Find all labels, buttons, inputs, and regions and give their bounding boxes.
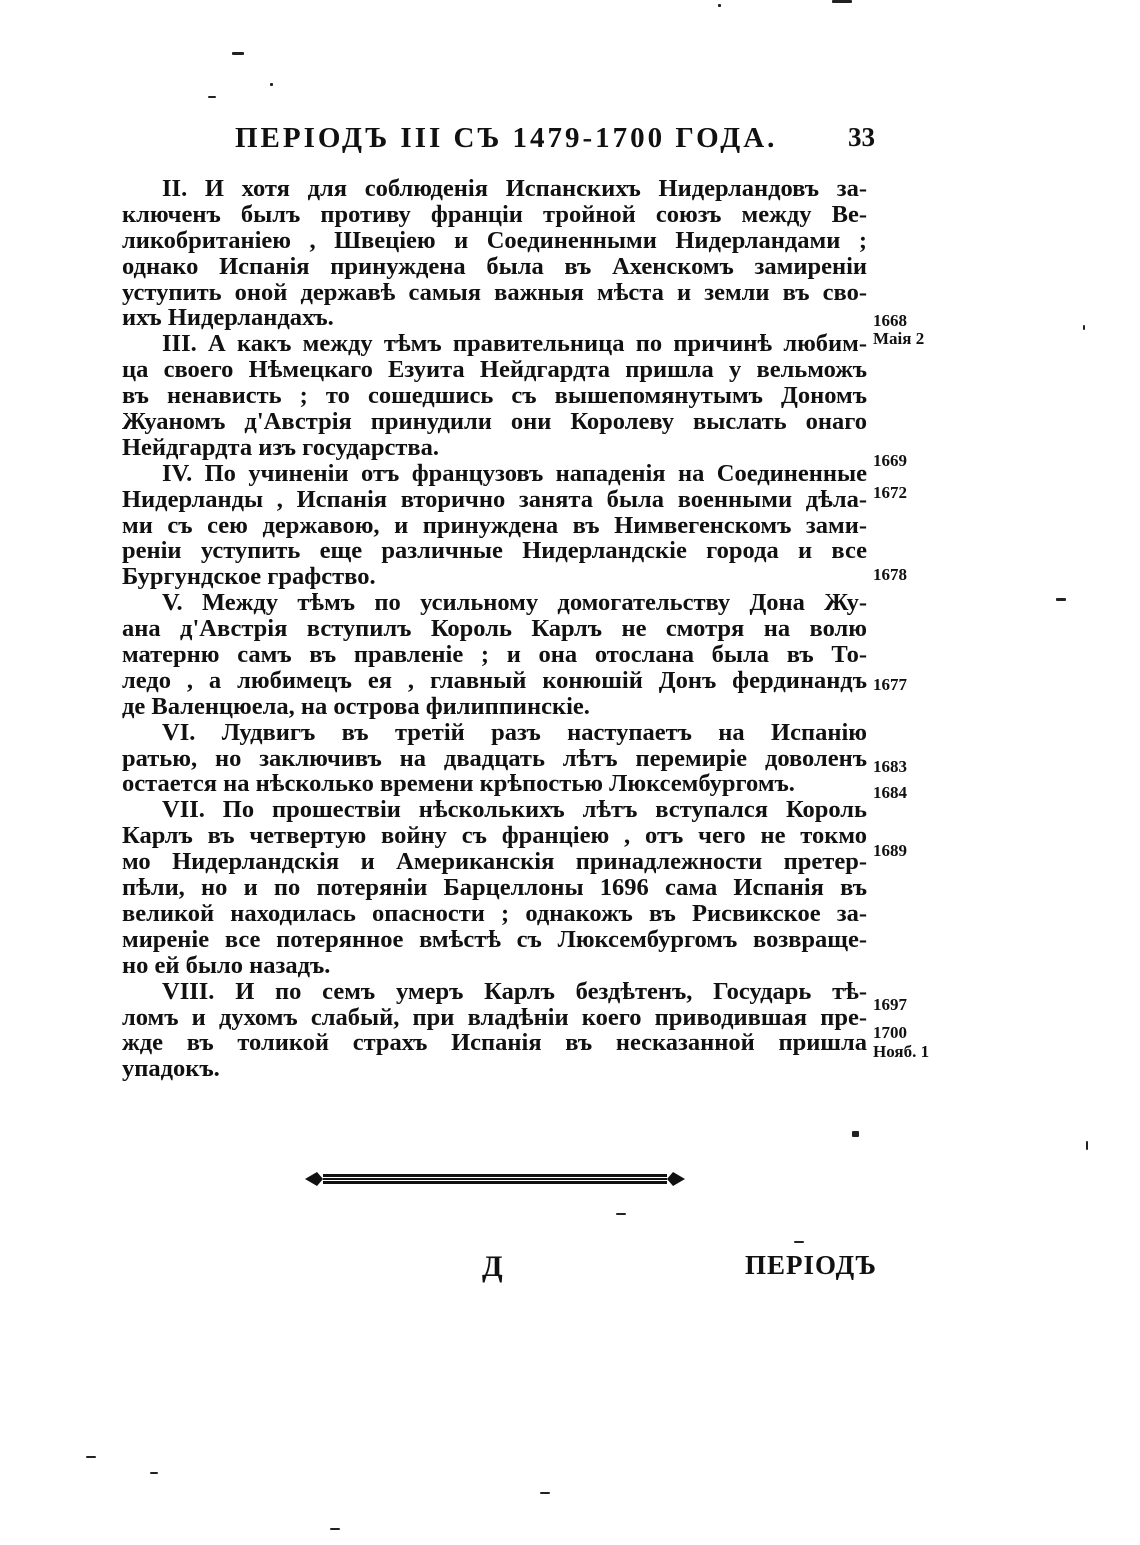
text-line: Жуаномъ д'Австрія принудили они Королеву выслать онаго bbox=[122, 408, 867, 436]
scan-speck bbox=[832, 0, 852, 3]
ornamental-rule bbox=[303, 1168, 687, 1190]
scan-speck bbox=[540, 1492, 550, 1494]
text-line: миреніе все потерянное вмѣстѣ съ Люксембургомъ возвраще- bbox=[122, 925, 867, 953]
text-line: жде въ толикой страхъ Испанія въ несказанной пришла bbox=[122, 1029, 867, 1057]
text-line: VIII. И по семъ умеръ Карлъ бездѣтенъ, Государь тѣ- bbox=[162, 977, 867, 1005]
text-line: остается на нѣсколько времени крѣпостью Люксембургомъ. bbox=[122, 770, 795, 798]
text-line: VI. Лудвигъ въ третій разъ наступаетъ на Испанію bbox=[162, 718, 867, 746]
paragraph-ii bbox=[122, 176, 867, 331]
text-line: ледо , а любимецъ ея , главный конюшій Донъ фердинандъ bbox=[122, 666, 867, 694]
margin-note-year: 1677 bbox=[873, 675, 907, 694]
running-head bbox=[235, 122, 875, 162]
text-line: Карлъ въ четвертую войну съ франціею , отъ чего не токмо bbox=[122, 822, 867, 850]
margin-note-year: 1689 bbox=[873, 841, 907, 860]
margin-note-year: 1700 bbox=[873, 1023, 907, 1042]
text-line: въ ненависть ; то сошедшись съ вышепомянутымъ Дономъ bbox=[122, 382, 867, 410]
margin-note-year: 1668 bbox=[873, 311, 907, 330]
text-line: однако Испанія принуждена была въ Ахенскомъ замиреніи bbox=[122, 252, 867, 280]
scan-speck bbox=[616, 1213, 626, 1215]
running-title: ПЕРІОДЪ III СЪ 1479-1700 ГОДА. bbox=[235, 122, 778, 154]
margin-note-year: 1697 bbox=[873, 995, 907, 1014]
text-line: реніи уступить еще различные Нидерландскіе города и все bbox=[122, 537, 867, 565]
text-line: ца своего Нѣмецкаго Езуита Нейдгардта пришла у вельможъ bbox=[122, 356, 867, 384]
text-line: Бургундское графство. bbox=[122, 563, 376, 591]
text-line: ликобританіею , Швеціею и Соединенными Нидерландами ; bbox=[122, 226, 867, 254]
text-line: Нейдгардта изъ государства. bbox=[122, 433, 439, 461]
paragraph-viii bbox=[122, 979, 867, 1083]
paragraph-iii bbox=[122, 331, 867, 460]
body-text bbox=[122, 176, 867, 1082]
scan-speck bbox=[718, 4, 721, 7]
scan-speck bbox=[232, 52, 244, 55]
scan-speck bbox=[852, 1131, 859, 1137]
text-line: де Валенцюела, на острова филиппинскіе. bbox=[122, 692, 590, 720]
text-line: ломъ и духомъ слабый, при владѣніи коего приводившая пре- bbox=[122, 1003, 867, 1031]
text-line: ратью, но заключивъ на двадцать лѣтъ перемиріе доволенъ bbox=[122, 744, 867, 772]
margin-note-date: Маія 2 bbox=[873, 329, 925, 348]
scan-speck bbox=[86, 1456, 96, 1458]
catchword: ПЕРІОДЪ bbox=[745, 1250, 877, 1280]
scan-speck bbox=[150, 1472, 158, 1474]
page-number: 33 bbox=[848, 122, 875, 152]
margin-note-date: Нояб. 1 bbox=[873, 1042, 930, 1061]
signature-mark: Д bbox=[482, 1250, 503, 1283]
scan-speck bbox=[208, 96, 216, 98]
paragraph-v bbox=[122, 590, 867, 719]
text-line: уступить оной державѣ самыя важныя мѣста и земли въ сво- bbox=[122, 278, 867, 306]
scan-speck bbox=[270, 83, 273, 86]
paragraph-vi bbox=[122, 720, 867, 798]
scan-speck bbox=[1056, 598, 1066, 601]
paragraph-iv bbox=[122, 461, 867, 590]
margin-note-year: 1669 bbox=[873, 451, 907, 470]
margin-note-year: 1678 bbox=[873, 565, 907, 584]
text-line: III. А какъ между тѣмъ правительница по причинѣ любим- bbox=[162, 330, 867, 358]
text-line: пѣли, но и по потеряніи Барцеллоны 1696 сама Испанія въ bbox=[122, 874, 867, 902]
paragraph-vii bbox=[122, 797, 867, 978]
text-line: но ей было назадъ. bbox=[122, 951, 331, 979]
margin-note-year: 1683 bbox=[873, 757, 907, 776]
text-line: упадокъ. bbox=[122, 1055, 220, 1083]
scan-speck bbox=[1083, 325, 1085, 330]
text-line: II. И хотя для соблюденія Испанскихъ Нидерландовъ за- bbox=[162, 175, 867, 202]
scan-speck bbox=[794, 1241, 804, 1243]
text-line: V. Между тѣмъ по усильному домогательству Дона Жу- bbox=[162, 589, 867, 617]
text-line: ми съ сею державою, и принуждена въ Нимвегенскомъ зами- bbox=[122, 511, 867, 539]
text-line: IV. По учиненіи отъ французовъ нападенія на Соединенные bbox=[162, 459, 867, 487]
text-line: матерню самъ въ правленіе ; и она отослана была въ То- bbox=[122, 641, 867, 669]
margin-note-year: 1672 bbox=[873, 483, 907, 502]
scan-speck bbox=[1086, 1141, 1088, 1150]
text-line: ключенъ былъ противу франціи тройной союзъ между Ве- bbox=[122, 200, 867, 228]
text-line: мо Нидерландскія и Американскія принадлежности претер- bbox=[122, 848, 867, 876]
text-line: VII. По прошествіи нѣсколькихъ лѣтъ вступался Король bbox=[162, 796, 867, 824]
margin-note-year: 1684 bbox=[873, 783, 907, 802]
scan-speck bbox=[330, 1528, 340, 1530]
text-line: великой находилась опасности ; однакожъ въ Рисвикское за- bbox=[122, 899, 867, 927]
text-line: ана д'Австрія вступилъ Король Карлъ не смотря на волю bbox=[122, 615, 867, 643]
text-line: ихъ Нидерландахъ. bbox=[122, 304, 334, 332]
text-line: Нидерланды , Испанія вторично занята была военными дѣла- bbox=[122, 485, 867, 513]
